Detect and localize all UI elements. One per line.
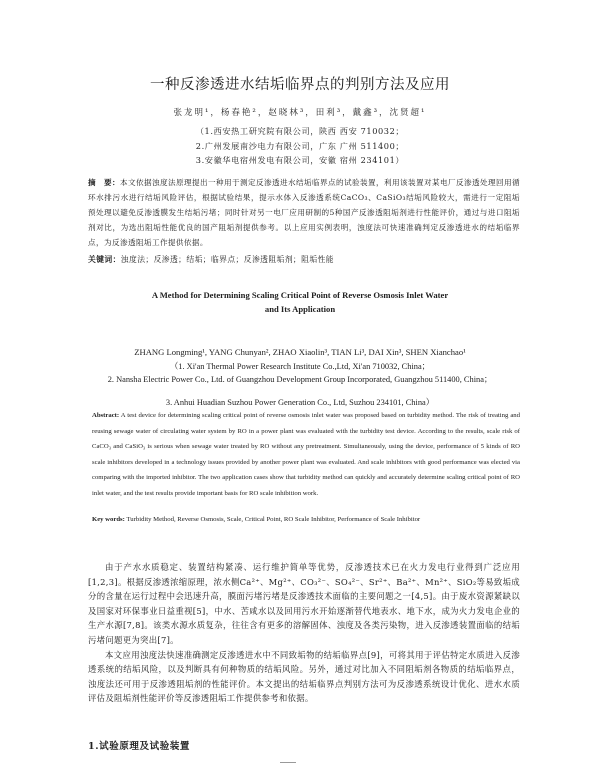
- keywords-cn-text: 浊度法；反渗透；结垢；临界点；反渗透阻垢剂；阻垢性能: [120, 255, 334, 264]
- affiliation-en-3: 3. Anhui Huadian Suzhou Power Generation Co., Ltd, Suzhou 234101, China）: [165, 398, 435, 407]
- keywords-en-text: Turbidity Method, Reverse Osmosis, Scale, Critical Point, RO Scale Inhibitor, Performance of Scale Inhibitor: [126, 516, 421, 523]
- abstract-cn-text: 本文依据浊度法原理提出一种用于测定反渗透进水结垢临界点的试验装置，利用该装置对某电厂反渗透处理回用循环水排污水进行结垢风险评估，根据试验结果，提示水体入反渗透系统CaCO₃、CaSiO₃结垢风险较大，需进行一定阻垢预处理以避免反渗透膜发生结垢污堵；同时针对另一电厂应用研制的5种国产反渗透阻垢剂进行性能评价，通过与进口阻垢剂对比，为选出阻垢性能优良的国产阻垢剂提供参考。以上应用实例表明，浊度法可快速准确判定反渗透进水的结垢临界点，为反渗透阻垢工作提供依据。: [88, 178, 520, 247]
- abstract-en-label: Abstract:: [92, 412, 120, 419]
- affiliation-en-2: 2. Nansha Electric Power Co., Ltd. of Guangzhou Development Group Incorporated, Guangzhou 511400, China；: [107, 375, 493, 384]
- abstract-en-text: A test device for determining scaling critical point of reverse osmosis inlet water was proposed based on turbidity method. The risk of treating and reusing sewage water of circulating water system by RO in a power plant was evaluated with the turbidity test device. According to the results, scale risk of CaCO₃ and CaSiO₃ is serious when sewage water treated by RO without any pretreatment. Simultaneously, using the device, performance of 5 kinds of RO scale inhibitors developed in a technology issues provided by another power plant was evaluated. And scale inhibitors with good performance was elected via comparing with the imported inhibitor. The two application cases show that turbidity method can quickly and accurately determine scaling critical point of RO inlet water, and the test results provide important basis for RO scale inhibition work.: [92, 412, 520, 497]
- body-paragraph-1: 由于产水水质稳定、装置结构紧凑、运行维护简单等优势，反渗透技术已在火力发电行业得到广泛应用[1,2,3]。根据反渗透浓缩原理，浓水侧Ca²⁺、Mg²⁺、CO₃²⁻、SO₄²⁻、Sr²⁺、Ba²⁺、Mn²⁺、SiO₂等易致垢成分的含量在运行过程中会迅速升高，膜面污堵污堵是反渗透技术面临的主要问题之一[4,5]。由于废水资源紧缺以及国家对环保事业日益重视[5]，中水、苦咸水以及回用污水开始逐渐替代地表水、地下水，成为火力发电企业的生产水源[7,8]。该类水源水质复杂，往往含有更多的溶解固体、浊度及各类污染物，进入反渗透装置面临的结垢污堵问题更为突出[7]。: [88, 562, 520, 645]
- body-text: [88, 560, 520, 706]
- keywords-cn: [88, 254, 520, 265]
- page-footer-mark: [280, 762, 296, 763]
- affiliation-en-1: （1. Xi'an Thermal Power Research Institute Co.,Ltd, Xi'an 710032, China；: [169, 362, 431, 371]
- affiliation-cn-3: 3.安徽华电宿州发电有限公司，安徽 宿州 234101）: [195, 155, 405, 165]
- paper-title-cn: 一种反渗透进水结垢临界点的判别方法及应用: [150, 77, 450, 93]
- abstract-cn-label: 摘 要：: [88, 178, 120, 187]
- abstract-cn: [88, 175, 520, 250]
- authors-en: ZHANG Longming¹, YANG Chunyan², ZHAO Xiaolin³, TIAN Li³, DAI Xin³, SHEN Xianchao¹: [134, 347, 466, 357]
- keywords-en-label: Key words:: [92, 516, 125, 523]
- paper-title-en-line1: A Method for Determining Scaling Critical Point of Reverse Osmosis Inlet Water: [151, 290, 449, 300]
- keywords-en: [92, 513, 520, 527]
- body-paragraph-2: 本文应用浊度法快速准确测定反渗透进水中不同致垢物的结垢临界点[9]，可将其用于评估特定水质进入反渗透系统的结垢风险，以及判断具有何种物质的结垢风险。另外，通过对比加入不同阻垢剂各物质的结垢临界点，浊度法还可用于反渗透阻垢剂的性能评价。本文提出的结垢临界点判别方法可为反渗透系统设计优化、进水水质评估及阻垢剂性能评价等反渗透阻垢工作提供参考和依据。: [88, 649, 520, 704]
- authors-cn: 张龙明¹，杨春艳²，赵晓林³，田利³，戴鑫³，沈贤超¹: [173, 108, 427, 118]
- affiliation-cn-2: 2.广州发展南沙电力有限公司，广东 广州 511400；: [195, 141, 405, 151]
- affiliation-cn-1: （1.西安热工研究院有限公司，陕西 西安 710032；: [195, 126, 405, 136]
- keywords-cn-label: 关键词：: [88, 255, 121, 264]
- paper-title-en-line2: and Its Application: [264, 304, 336, 314]
- abstract-en: [92, 408, 520, 501]
- section-heading-1: 1.试验原理及试验装置: [88, 741, 191, 752]
